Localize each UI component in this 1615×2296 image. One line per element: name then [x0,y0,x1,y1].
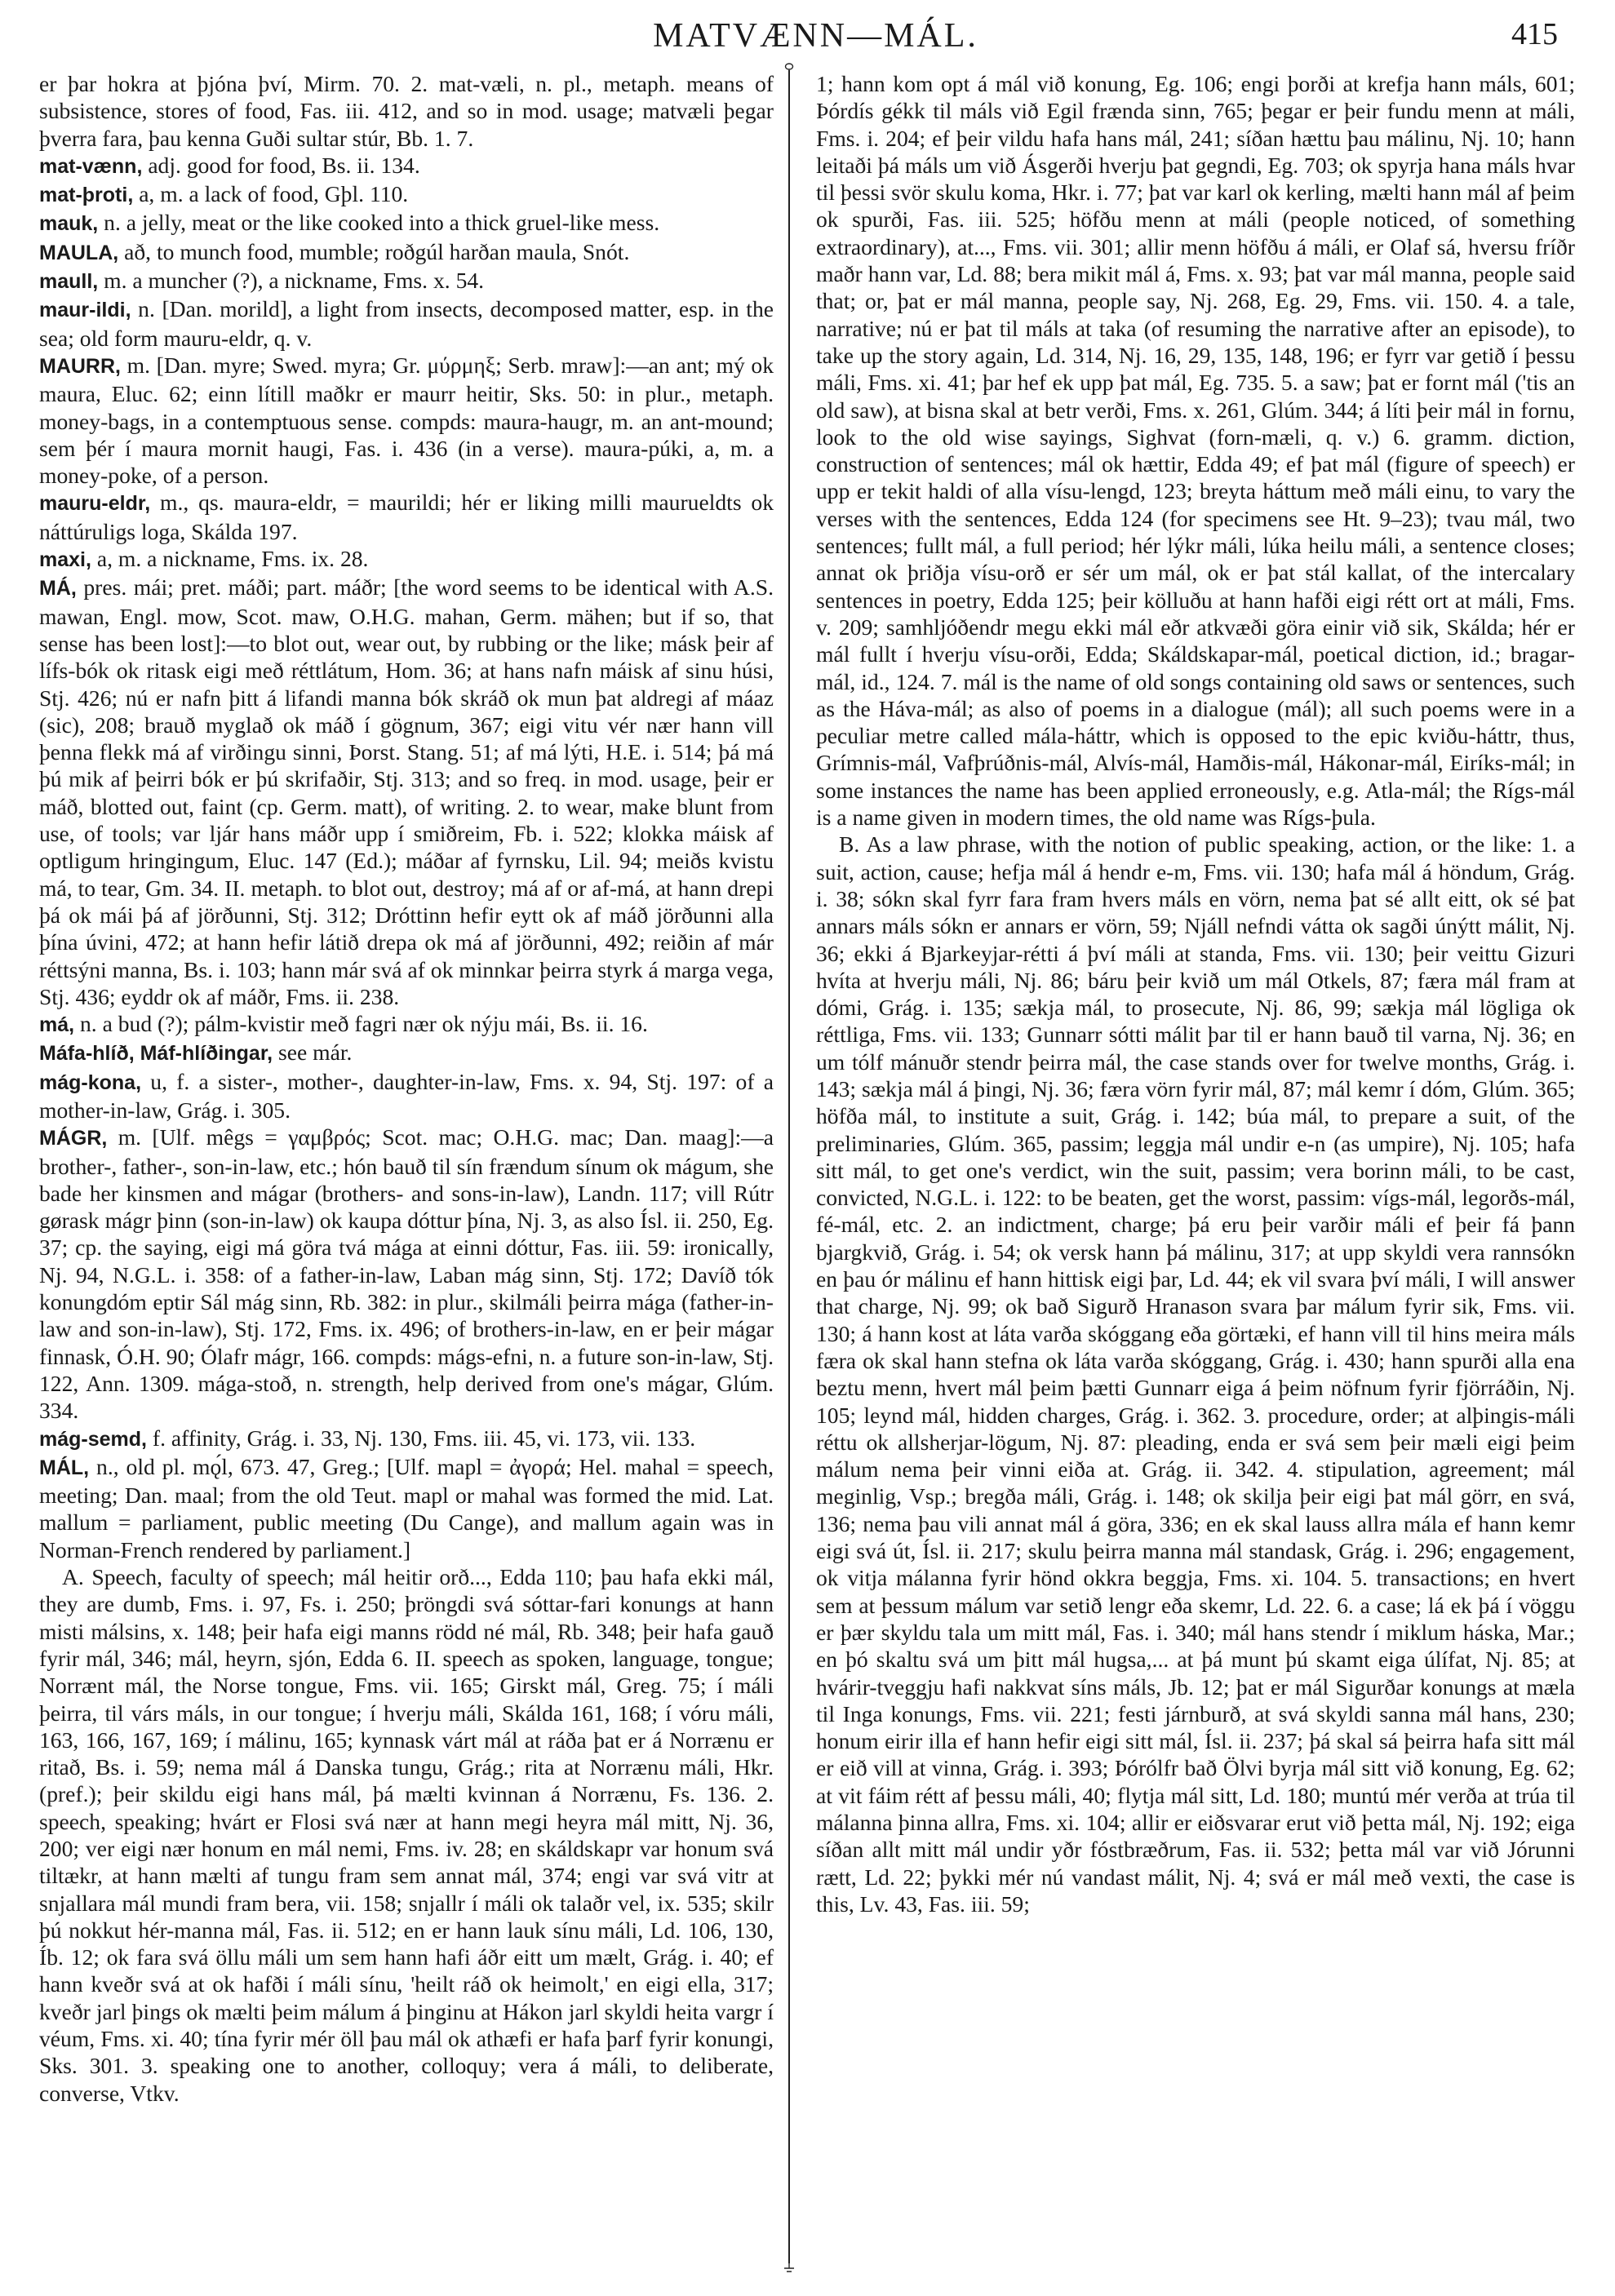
entry-definition: m., qs. maura-eldr, = maurildi; hér er liking milli maurueldts ok náttúruligs loga, Skálda 197. [39,490,774,544]
entry-definition: að, to munch food, mumble; roðgúl harðan maula, Snót. [124,238,630,264]
page-header [65,11,1566,60]
entry-definition: er þar hokra at þjóna því, Mirm. 70. 2. mat-væli, n. pl., metaph. means of subsistence, stores of food, Fas. iii. 412, and so in mod. usage; matvæli þegar þverra fara, þau kenna Guði sultar stúr, Bb. 1. 7. [39,71,774,151]
entry-headword: maull, [39,270,99,294]
right-column [816,70,1575,2263]
entry-definition: n., old pl. mǫ́l, 673. 47, Greg.; [Ulf. mapl = ἀγορά; Hel. mahal = speech, meeting; Dan. maal; from the old Teut. mapl or mahal was formed the mid. Lat. mallum = parliament, public meeting (Du Cange), and mallum again was in Norman-French rendered by parliament.] [39,1453,774,1562]
entry-definition: a, m. a lack of food, Gþl. 110. [139,181,409,207]
dictionary-entry [39,1039,774,1067]
entry-definition: pres. mái; pret. máði; part. máðr; [the word seems to be identical with A.S. mawan, Engl. mow, Scot. maw, O.H.G. mahan, Germ. mähen; but if so, that sense has been lost]:—to blot out, wear out, by rubbing or the like; másk þeir af lífs-bók ok ritask eigi með réttlátum, Hom. 36; at hans nafn máisk af sinu húsi, Stj. 426; nú er nafn þitt á lifandi manna bók skráð ok mun þat aldregi af máaz (sic), 208; brauð myglað ok máð í gögnum, 367; eigi vitu vér nær hann vill þenna flekk má af virðingu sinni, Þorst. Stang. 51; af má lýti, H.E. i. 514; þá má þú mik af þeirri bók er þú skrifaðir, Stj. 313; and so freq. in mod. usage, þeir er máð, blotted out, faint (cp. Germ. matt), of writing. 2. to wear, make blunt from use, of tools; var ljár hans máðr upp í smiðreim, Fb. i. 522; klokka máisk af optligum hringingum, Eluc. 147 (Ed.); máðar af fyrnsku, Lil. 94; meiðs kvistu má, to tear, Gm. 34. II. metaph. to blot out, destroy; má af or af-má, at hann drepi þá ok mái þá af jörðunni, Stj. 312; Dróttinn hefir eytt ok af máð jörðunni alla þína úvini, 472; at hann hefir látið drepa ok má af jörðunni, 492; reiðin af már réttsýni manna, Bs. i. 103; hann már svá af ok minnkar þeirra styrk á marga vega, Stj. 436; eyddr ok af máðr, Fms. ii. 238. [39,574,774,1009]
entry-headword: MÁ, [39,577,77,601]
running-title: MATVÆNN—MÁL. [653,17,978,55]
dictionary-entry [39,352,774,489]
dictionary-entry [39,1124,774,1424]
entry-definition: 1; hann kom opt á mál við konung, Eg. 106; engi þorði at krefja hann máls, 601; Þórdís gékk til máls við Egil frænda sinn, 765; þegar er þeir fundu menn at máli, Fms. i. 204; ef þeir vildu hafa hans mál, 241; síðan hættu þau málinu, Nj. 10; hann leitaði þá máls um við Ásgerði hverju þat gegndi, Eg. 703; ok spyrja hana máls hvar til þessi svör skulu koma, Hkr. i. 77; þat var karl ok kerling, mælti hann mál af þeim ok spurði, Fas. iii. 525; höfðu menn at máli (people noticed, of something extraordinary), at..., Fms. vii. 301; allir menn höfðu á máli, er Olaf sá, hversu fríðr maðr hann var, Ld. 88; bera mikit mál á, Fms. x. 93; þat var mál manna, people said that; or, þat er mál manna, people say, Nj. 268, Eg. 29, Fms. vii. 150. 4. a tale, narrative; nú er þat til máls at taka (of resuming the narrative after an episode), to take up the story again, Ld. 314, Nj. 16, 29, 135, 148, 196; er fyrr var getið í þessu máli, Fms. xi. 41; þar hef ek upp þat mál, Eg. 735. 5. a saw; þat er fornt mál ('tis an old saw), at bisna skal at betr verði, Fms. x. 261, Glúm. 344; á líti þeir mál in fornu, look to the old wise sayings, Sighvat (forn-mæli, q. v.) 6. gramm. diction, construction of sentences; mál ok hættir, Edda 49; ef þat mál (figure of speech) er upp er tekit haldi of alla vísu-lengd, 123; breyta háttum með máli einu, to vary the verses with the sentences, Edda 124 (for specimens see Ht. 9–23); tvau mál, two sentences; fullt mál, a full period; hér lýkr máli, lúka heilu máli, a sentence closes; annat ok þriðja vísu-orð er sér um mál, ok er þat stál kallat, of the intercalary sentences in poetry, Edda 125; þeir kölluðu at hann hafði eigi rétt ort at máli, Fms. v. 209; samhljóðendr megu ekki mál eðr atkvæði göra einir við sik, Skálda; hér er mál fullt í hverju vísu-orði, Edda; Skáldskapar-mál, poetical diction, id.; bragar-mál, id., 124. 7. mál is the name of old songs containing old saws or sentences, such as the Háva-mál; as also of poems in a dialogue (mál); all such poems were in a peculiar metre called mála-háttr, which is opposed to the epic kviðu-háttr, thus, Grímnis-mál, Vafþrúðnis-mál, Alvís-mál, Hamðis-mál, Hákonar-mál, Eiríks-mál; in some instances the name has been applied erroneously, e.g. Atla-mál; the Rígs-mál is a name given in modern times, the old name was Rígs-þula. [816,71,1575,831]
entry-headword: maur-ildi, [39,299,131,322]
entry-definition: u, f. a sister-, mother-, daughter-in-law, Fms. x. 94, Stj. 197: of a mother-in-law, Grág. i. 305. [39,1068,774,1123]
entry-headword: mág-kona, [39,1070,142,1094]
dictionary-entry [39,267,774,295]
dictionary-entry [39,545,774,574]
dictionary-entry [39,152,774,180]
entry-headword: MAURR, [39,354,121,378]
entry-definition: see már. [278,1039,353,1066]
entry-definition: adj. good for food, Bs. ii. 134. [148,152,420,178]
entry-headword: mág-semd, [39,1427,147,1451]
entry-definition: n. [Dan. morild], a light from insects, decomposed matter, esp. in the sea; old form mauru-eldr, q. v. [39,296,774,351]
entry-headword: MÁL, [39,1456,90,1479]
entry-definition: a, m. a nickname, Fms. ix. 28. [96,546,369,572]
entry-definition: n. a jelly, meat or the like cooked into a thick gruel-like mess. [104,210,660,236]
dictionary-entry [39,180,774,209]
dictionary-entry [39,574,774,1010]
dictionary-entry [39,1453,774,1563]
dictionary-entry [39,70,774,152]
entry-headword: mauk, [39,212,99,236]
dictionary-entry [39,1425,774,1453]
column-rule [788,70,790,2263]
dictionary-entry [816,70,1575,831]
entry-headword: má, [39,1013,75,1037]
entry-headword: mat-vænn, [39,154,143,178]
entry-definition: B. As a law phrase, with the notion of public speaking, action, or the like: 1. a suit, action, cause; hefja mál á hendr e-m, Fms. vii. 130; hafa mál á höndum, Grág. i. 38; sókn skal fyrr fara fram hvers máls en vörn, nema þat sé allt eitt, ok sé þat annars máls sókn er annars er vörn, 59; Njáll nefndi vátta ok sagði únýtt málit, Nj. 36; ekki á Bjarkeyjar-rétti á því máli at standa, Fms. vii. 130; þeir veittu Gizuri hvíta at hverju máli, Nj. 86; báru þeir kvið um mál Otkels, 87; færa mál fram at dómi, Grág. i. 135; sækja mál, to prosecute, Nj. 86, 99; sækja mál lögliga ok réttliga, Fms. vii. 133; Gunnarr sótti málit þar til er hann bauð til varna, Nj. 36; en um tólf mánuðr stendr þeirra mál, the case stands over for twelve months, Grág. i. 143; sækja mál á þingi, Nj. 36; færa vörn fyrir mál, 87; mál kemr í dóm, Glúm. 365; höfða mál, to institute a suit, Grág. i. 142; búa mál, to prepare a suit, of the preliminaries, Glúm. 365, passim; leggja mál undir e-n (as umpire), Nj. 105; hafa sitt mál, to get one's verdict, win the suit, passim; vera borinn máli, to be cast, convicted, N.G.L. i. 122: to be beaten, get the worst, passim: vígs-mál, legorðs-mál, fé-mál, etc. 2. an indictment, charge; þá eru þeir varðir máli ef þeir fá þann bjargkvið, Grág. i. 54; ok versk hann þá málinu, 317; at upp skyldi vera rannsókn en þau ór málinu ef hann hittisk eigi þar, Ld. 44; ek vil svara því máli, I will answer that charge, Nj. 99; ok bað Sigurð Hranason svara þar málum fyrir sik, Fms. vii. 130; á hann kost at láta varða skóggang eða görtæki, ef hann vill til hins meira máls færa ok skal hann stefna ok láta varða skóggang, Grág. i. 430; hann spurði alla ena beztu menn, hvert mál þeim þætti Gunnarr eiga á þeim nöfnum fyrir fjörráðin, Nj. 105; leynd mál, hidden charges, Grág. i. 362. 3. procedure, order; at alþingis-máli réttu ok allsherjar-lögum, Nj. 87: pleading, enda er svá sem þeir mæli eigi þeim málum nema þeir vinni eiða at. Grág. ii. 342. 4. stipulation, agreement; mál meginlig, Vsp.; bregða máli, Grág. i. 148; ok skilja þeir eigi þat mál görr, en svá, 136; nema þau vili annat mál á göra, 336; en ek skal lauss allra mála ef hann kemr eigi svá út, Ísl. ii. 217; skulu þeirra manna mál standask, Grág. i. 296; engagement, ok vitja málanna fyrir hönd okkra beggja, Fms. xi. 104. 5. transactions; en hvert sem at þessum málum var setið lengr eða skemr, Ld. 22. 6. a case; lá ek þá í vöggu er þær skyldu tala um mitt mál, Fas. i. 340; mál hans stendr í miklum háska, Mar.; en þó skaltu svá um þitt mál hugsa,... at þá munt þú skamt eiga úlífat, Nj. 85; at hvárir-tveggju hafi nakkvat síns máls, Jb. 12; þat er mál Sigurðar konungs at mæla til Inga konungs, Fms. vii. 221; festi járnburð, at svá skyldi sanna mál hans, 230; honum eirir illa ef hann hefir eigi sitt mál, Ísl. ii. 237; þá skal sá þeirra hafa sitt mál er eið vill at vinna, Grág. i. 393; Þórólfr bað Ölvi byrja mál sitt við konung, Eg. 62; at vit fáim rétt af þessu máli, 40; flytja mál sitt, Ld. 180; muntú mér verða at trúa til málanna þinna allra, Fms. xi. 104; allir er eiðsvarar erut við þetta mál, Nj. 192; eiga síðan allt mitt mál undir yðr fóstbræðrum, Fas. ii. 532; þetta mál var við Jórunni rætt, Ld. 22; þykki mér nú vandast málit, Nj. 4; svá er mál með vexti, the case is this, Lv. 43, Fas. iii. 59; [816,831,1575,1917]
entry-headword: MÁGR, [39,1127,108,1150]
dictionary-entry [816,831,1575,1917]
entry-definition: m. a muncher (?), a nickname, Fms. x. 54. [104,268,485,294]
left-column [39,70,774,2263]
page-number: 415 [1511,17,1558,51]
dictionary-entry [39,489,774,545]
entry-definition: m. [Dan. myre; Swed. myra; Gr. μύρμηξ; Serb. mraw]:—an ant; mý ok maura, Eluc. 62; einn lítill maðkr er maurr heitir, Sks. 50: in plur., metaph. money-bags, in a contemptuous sense. compds: maura-haugr, m. an ant-mound; sem þér í maura mornit haugi, Fas. i. 436 (in a verse). maura-púki, a, m. a money-poke, of a person. [39,352,774,489]
dictionary-entry [39,1010,774,1039]
entry-headword: mauru-eldr, [39,492,151,516]
column-rule-ornament-bottom [781,2258,797,2275]
entry-definition: m. [Ulf. mêgs = γαμβρός; Scot. mac; O.H.G. mac; Dan. maag]:—a brother-, father-, son-in-law, etc.; hón bauð til sín frændum sínum ok mágum, she bade her kinsmen and mágar (brothers- and sons-in-law), Landn. 117; vill Rútr gørask mágr þinn (son-in-law) ok kaupa dóttur þína, Nj. 3, as also Ísl. ii. 250, Eg. 37; cp. the saying, eigi má göra tvá mága at einni dóttur, Fas. iii. 59: ironically, Nj. 94, N.G.L. i. 358: of a father-in-law, Laban mág sinn, Stj. 172; Davíð tók konungdóm eptir Sál mág sinn, Rb. 382: in plur., skilmáli þeirra mága (father-in-law and son-in-law), Stj. 172, Fms. ix. 496; of brothers-in-law, en er þeir mágar finnask, Ó.H. 90; Ólafr mágr, 166. compds: mágs-efni, n. a future son-in-law, Stj. 122, Ann. 1309. mága-stoð, n. strength, help derived from one's mágar, Glúm. 334. [39,1124,774,1424]
entry-headword: mat-þroti, [39,184,134,207]
entry-headword: Máfa-hlíð, Máf-hlíðingar, [39,1042,273,1066]
entry-headword: maxi, [39,548,91,572]
entry-headword: MAULA, [39,241,119,264]
entry-definition: A. Speech, faculty of speech; mál heitir orð..., Edda 110; þau hafa ekki mál, they are dumb, Fms. i. 97, Fs. i. 250; þröngdi svá sóttar-fari konungs at hann misti málsins, x. 148; þeir hafa eigi manns rödd né mál, Rb. 348; þeir hafa gauð fyrir mál, 346; mál, heyrn, sjón, Edda 6. II. speech as spoken, language, tongue; Norrænt mál, the Norse tongue, Fms. vii. 165; Girskt mál, Greg. 75; í máli þeirra, til várs máls, in our tongue; í hverju máli, Skálda 161, 168; í vóru máli, 163, 166, 167, 169; í málinu, 165; kynnask várt mál at ráða þat er á Norrænu er ritað, Bs. i. 59; nema mál á Danska tungu, Grág.; rita at Norrænu máli, Hkr. (pref.); þeir skildu eigi hans mál, þá mælti kvinnan á Norrænu, Fs. 136. 2. speech, speaking; hvárt er Flosi svá nær at hann megi heyra mál mitt, Nj. 36, 200; ver eigi nær honum en mál nemi, Fms. iv. 28; en skáldskapr var honum svá tiltækr, at hann mælti af tungu fram sem annat mál, 374; engi var svá vitr at snjallara mál mundi fram bera, vii. 158; snjallr í máli ok talaðr vel, ix. 535; skilr þú nokkut hér-manna mál, Fas. ii. 512; en er hann lauk sínu máli, Ld. 106, 130, Íb. 12; ok fara svá öllu máli um sem hann hafi áðr eitt um mælt, Grág. i. 40; ef hann kveðr svá at ok hafði í máli sínu, 'heilt ráð ok heimolt,' en eigi ella, 317; kveðr jarl þings ok mælti þeim málum á þinginu at Hákon jarl skyldi heita vargr í véum, Fms. xi. 40; tína fyrir mér öll þau mál ok athæfi er hafa þarf fyrir konungi, Sks. 301. 3. speaking one to another, colloquy; vera á máli, to deliberate, converse, Vtkv. [39,1564,774,2106]
entry-definition: n. a bud (?); pálm-kvistir með fagri nær ok nýju mái, Bs. ii. 16. [80,1011,648,1037]
dictionary-entry [39,238,774,267]
dictionary-entry [39,1563,774,2107]
entry-definition: f. affinity, Grág. i. 33, Nj. 130, Fms. iii. 45, vi. 173, vii. 133. [152,1425,696,1451]
dictionary-entry [39,1068,774,1124]
dictionary-entry [39,209,774,237]
dictionary-entry [39,295,774,352]
